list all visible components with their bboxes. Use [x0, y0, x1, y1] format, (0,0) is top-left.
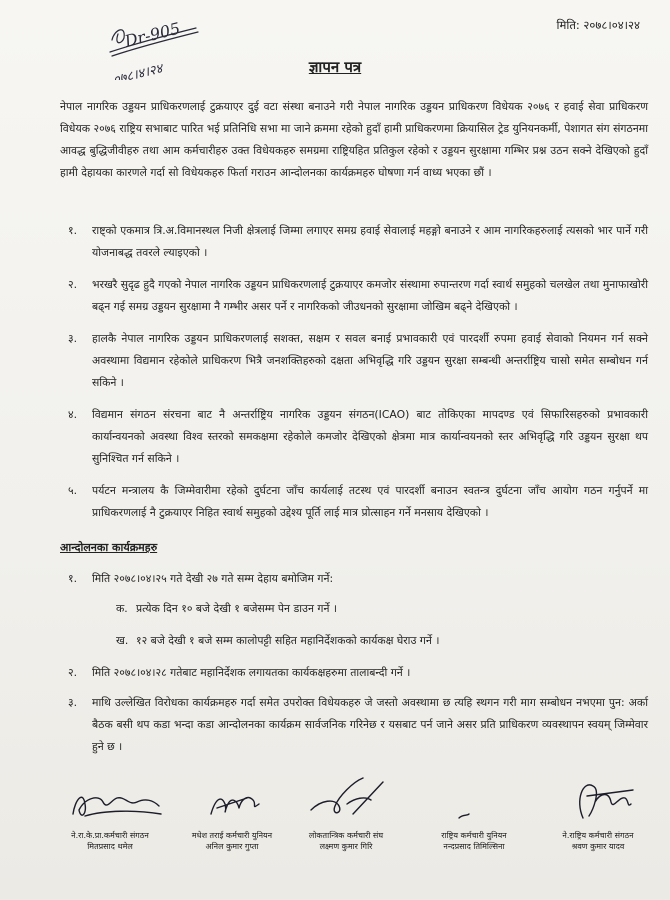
note-line-1: Dr-905 [122, 18, 183, 51]
signature-scribble [291, 770, 401, 830]
signature-scribble [55, 770, 165, 830]
reason-item [60, 480, 648, 524]
program-heading: आन्दोलनका कार्यक्रमहरु [60, 541, 158, 554]
signatory-name: मितप्रसाद थमेल [87, 842, 133, 851]
program-subitem [60, 598, 648, 620]
reason-text: राष्ट्को एकमात्र त्रि.अ.विमानस्थल निजी क्षेत्रलाई जिम्मा लगाएर समग्र हवाई सेवालाई महङ्गो बनाउने र आम नागरिकहरुलाई त्यसको भार पार्ने गरी योजनाबद्ध तवरले ल्याइएको । [92, 224, 648, 259]
program-number: १. [68, 572, 78, 585]
signature-scribble [177, 770, 287, 830]
reason-item [60, 220, 648, 264]
signatory [414, 770, 534, 852]
document-date: मिति: २०७८।०४।२४ [556, 18, 640, 32]
signatory-org: राष्ट्रिय कर्मचारी युनियन [441, 831, 507, 840]
program-number: २. [68, 666, 78, 679]
reason-number: ४. [68, 408, 78, 421]
reason-item [60, 328, 648, 394]
signatory [50, 770, 170, 852]
subitem-letter: क. [116, 602, 128, 615]
program-item [60, 568, 648, 590]
program-number: ३. [68, 696, 78, 709]
reason-number: ५. [68, 484, 78, 497]
program-text: मिति २०७८।०४।२५ गते देखी २७ गते सम्म देहाय बमोजिम गर्ने: [92, 572, 334, 585]
signature-scribble [419, 770, 529, 830]
signatory-org: ने.रा.के.प्रा.कर्मचारी संगठन [71, 831, 149, 840]
intro-paragraph: नेपाल नागरिक उड्डयन प्राधिकरणलाई टुक्रयाएर दुई वटा संस्था बनाउने गरी नेपाल नागरिक उड्डयन प्राधिकरण विधेयक २०७६ र हवाई सेवा प्राधिकरण विधेयक २०७६ राष्ट्रिय सभाबाट पारित भई प्रतिनिधि सभा मा जाने क्रममा रहेको हुदाँ हामी प्राधिकरणमा क्रियासिल ट्रेड युनियनकर्मी, पेशागत संग संगठनमा आवद्ध बुद्धिजीवीहरु तथा आम कर्मचारीहरु उक्त विधेयकहरु समग्रमा राष्ट्रियहित प्रतिकुल रहेको र उड्डयन सुरक्षामा गम्भिर प्रश्न उठन सक्ने देखिएको हुदाँ हामी देहायका कारणले गर्दा सो विधेयकहरु फिर्ता गराउन आन्दोलनका कार्यक्रमहरु घोषणा गर्न वाध्य भएका छौं । [60, 100, 648, 179]
signatory [286, 770, 406, 852]
reason-number: १. [68, 224, 78, 237]
program-item [60, 662, 648, 684]
signature-block [50, 770, 660, 890]
signatory-org: ने.राष्ट्रिय कर्मचारी संगठन [562, 831, 634, 840]
reason-number: २. [68, 278, 78, 291]
subitem-text: १२ बजे देखी १ बजे सम्म कालोपट्टी सहित महानिर्देशकको कार्यकक्ष घेराउ गर्ने । [136, 634, 440, 647]
subitem-letter: ख. [116, 634, 129, 647]
reason-text: पर्यटन मन्त्रालय कै जिम्मेवारीमा रहेको दुर्घटना जाँच कार्यलाई तटस्थ एवं पारदर्शी बनाउन स्वतन्त्र दुर्घटना जाँच आयोग गठन गर्नुपर्ने मा प्राधिकरणलाई नै टुक्रयाएर निहित स्वार्थ समुहको उद्देश्य पूर्ति लाई मात्र प्रोत्साहन गर्ने मनसाय देखिएको । [92, 484, 648, 519]
signatory-name: अनिल कुमार गुप्ता [205, 842, 259, 851]
signatory-org: लोकतान्त्रिक कर्मचारी संघ [308, 831, 384, 840]
signatory-name: श्रवण कुमार यादव [571, 842, 625, 851]
program-text: माथि उल्लेखित विरोधका कार्यक्रमहरु गर्दा समेत उपरोक्त विधेयकहरु जे जस्तो अवस्थामा छ त्यहि स्थगन गरी माग सम्बोधन नभएमा पुन: अर्का बैठक बसी थप कडा भन्दा कडा आन्दोलनका कार्यक्रम सार्वजनिक गरिनेछ र यसबाट पर्न जाने असर प्रति प्राधिकरण व्यवस्थापन स्वयम् जिम्मेवार हुने छ । [92, 696, 648, 753]
reason-item [60, 404, 648, 470]
reason-number: ३. [68, 332, 78, 345]
signatory [538, 770, 658, 852]
page-title: ज्ञापन पत्र [308, 58, 362, 76]
reason-text: हालकै नेपाल नागरिक उड्डयन प्राधिकरणलाई सशक्त, सक्षम र सवल बनाई प्रभावकारी एवं पारदर्शी रुपमा हवाई सेवाको नियमन गर्न सक्ने अवस्थामा विद्यमान रहेकोले प्राधिकरण भित्रै जनशक्तिहरुको दक्षता अभिवृद्धि गरि उड्डयन सुरक्षा सम्बन्धी अन्तर्राष्ट्रिय चासो समेत सम्बोधन गर्न सकिने । [92, 332, 648, 389]
signatory-name: लक्ष्मण कुमार गिरि [319, 842, 373, 851]
reasons-list [60, 220, 648, 534]
reason-text: विद्यमान संगठन संरचना बाट नै अन्तर्राष्ट्रिय नागरिक उड्डयन संगठन(ICAO) बाट तोकिएका मापदण्ड एवं सिफारिसहरुको प्रभावकारी कार्यान्वयनको अवस्था विश्व स्तरको समकक्षमा रहेकोले कमजोर देखिएको क्षेत्रमा मात्र कार्यान्वयनको स्तर अभिवृद्धि गरि उड्डयन सुरक्षा थप सुनिश्चित गर्न सकिने । [92, 408, 648, 465]
program-item [60, 692, 648, 758]
signatory-org: मधेश तराई कर्मचारी युनियन [191, 831, 273, 840]
signatory [172, 770, 292, 852]
program-list [60, 568, 648, 766]
subitem-text: प्रत्येक दिन १० बजे देखी १ बजेसम्म पेन डाउन गर्ने । [136, 602, 337, 615]
program-subitem [60, 630, 648, 652]
note-line-2: ०७८।४।२४ [111, 61, 165, 80]
signatory-name: नन्दप्रसाद तिमिल्सिना [443, 842, 505, 851]
program-text: मिति २०७८।०४।२८ गतेबाट महानिर्देशक लगायतका कार्यकक्षहरुमा तालाबन्दी गर्ने । [92, 666, 411, 679]
reason-item [60, 274, 648, 318]
signature-scribble [543, 770, 653, 830]
reason-text: भरखरै सुदृढ हुदै गएको नेपाल नागरिक उड्डयन प्राधिकरणलाई टुक्रयाएर कमजोर संस्थामा रुपान्तरण गर्दा स्वार्थ समुहको चलखेल तथा मुनाफाखोरी बढ्न गई समग्र उड्डयन सुरक्षामा नै गम्भीर असर पर्ने र नागरिकको जीउधनको सुरक्षामा जोखिम बढ्ने देखिएको । [92, 278, 648, 313]
